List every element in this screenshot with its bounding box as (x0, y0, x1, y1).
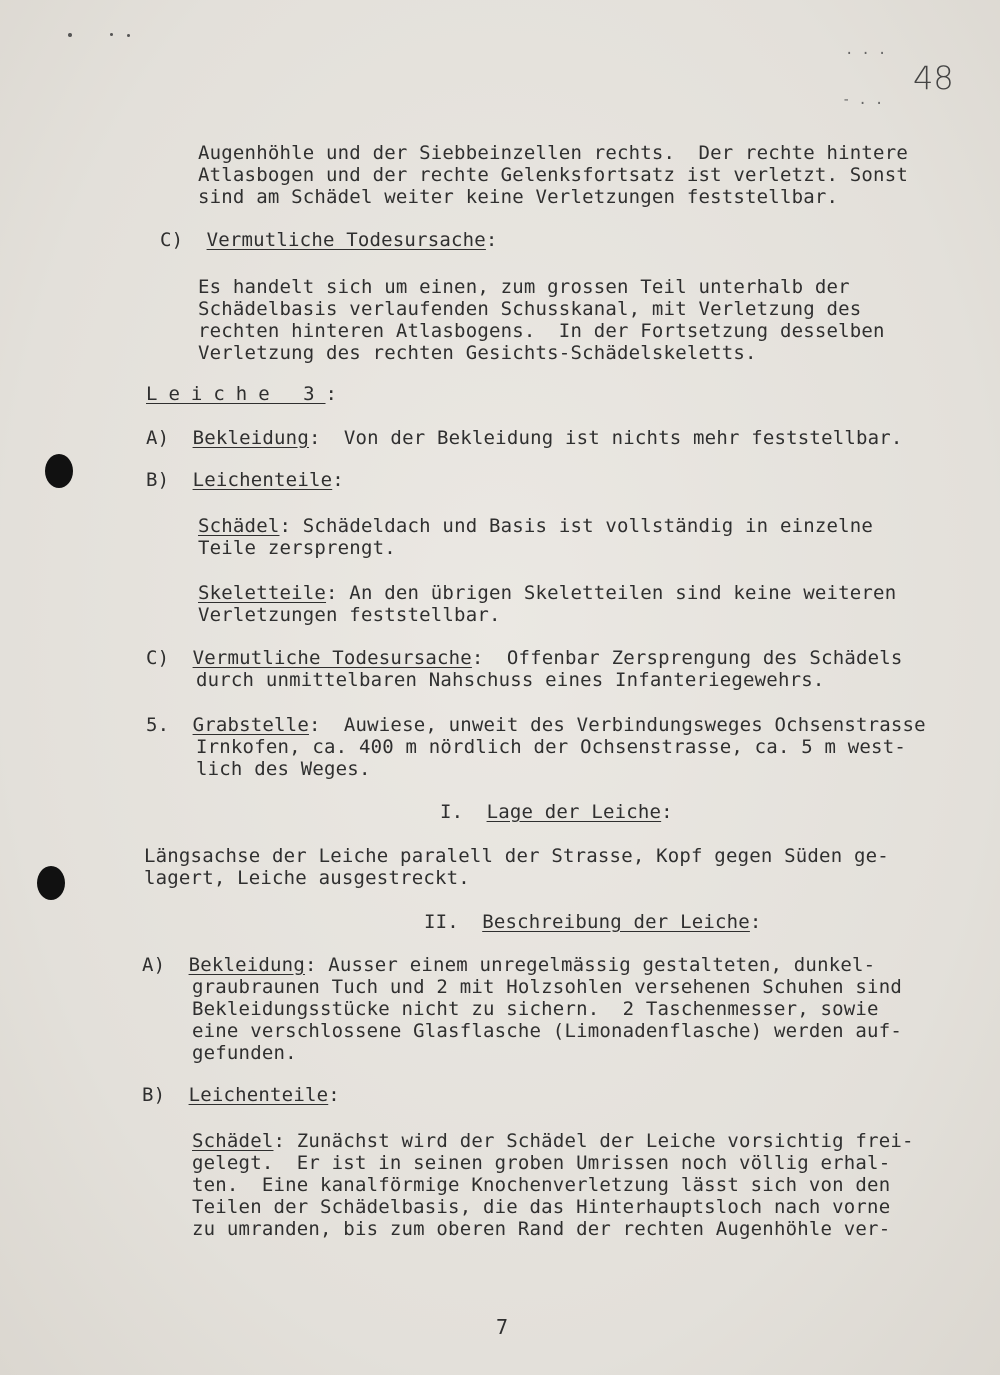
heading-colon: : (328, 1084, 340, 1106)
section-marker: B) (146, 469, 170, 491)
section-marker: 5. (146, 714, 170, 736)
beschreibung-heading (424, 912, 762, 933)
text-line: Längsachse der Leiche paralell der Strasse, Kopf gegen Süden ge- (144, 845, 889, 867)
section-a-bekleidung-2 (142, 955, 875, 976)
section-marker: A) (142, 954, 166, 976)
text-line: sind am Schädel weiter keine Verletzungen feststellbar. (198, 186, 839, 208)
section-marker: B) (142, 1084, 166, 1106)
section-c-todesursache (146, 648, 903, 669)
section-text: : Schädeldach und Basis ist vollständig in einzelne (279, 515, 874, 537)
section-b-leichenteile-2 (142, 1085, 340, 1106)
section-text: : An den übrigen Skeletteilen sind keine weiteren (326, 582, 897, 604)
text-line: Teile zersprengt. (198, 537, 396, 559)
section-title: Beschreibung der Leiche (482, 911, 750, 933)
section-b-leichenteile (146, 470, 344, 491)
paper-speck (68, 33, 72, 37)
subsection-title: Schädel (192, 1130, 274, 1152)
section-title: Leichenteile (192, 469, 333, 491)
heading-colon: : (332, 469, 344, 491)
text-line: Teilen der Schädelbasis, die das Hinterhauptsloch nach vorne (192, 1196, 891, 1218)
grabstelle-heading (146, 715, 926, 736)
punch-hole (45, 454, 73, 488)
section-text: : Zunächst wird der Schädel der Leiche vorsichtig frei- (273, 1130, 914, 1152)
lage-heading (440, 802, 673, 823)
heading-colon: : (749, 911, 762, 933)
text-line: Schädelbasis verlaufenden Schusskanal, mit Verletzung des (198, 298, 862, 320)
skeletteile-line (198, 583, 896, 604)
text-line: Verletzung des rechten Gesichts-Schädelskeletts. (198, 342, 757, 364)
section-title: Grabstelle (192, 714, 309, 736)
text-line: gelegt. Er ist in seinen groben Umrissen noch völlig erhal- (192, 1152, 891, 1174)
text-line: zu umranden, bis zum oberen Rand der rechten Augenhöhle ver- (192, 1218, 891, 1240)
subsection-title: Schädel (198, 515, 280, 537)
section-marker: C) (146, 647, 170, 669)
text-line: Bekleidungsstücke nicht zu sichern. 2 Taschenmesser, sowie (192, 998, 879, 1020)
text-line: ten. Eine kanalförmige Knochenverletzung lässt sich von den (192, 1174, 891, 1196)
section-title: Vermutliche Todesursache (206, 229, 486, 251)
section-marker: II. (424, 911, 459, 933)
page-number-bottom: 7 (496, 1315, 509, 1339)
text-line: durch unmittelbaren Nahschuss eines Infanteriegewehrs. (196, 669, 825, 691)
paper-speck: ... (845, 42, 895, 58)
section-title: Leiche 3 (146, 383, 326, 405)
text-line: Atlasbogen und der rechte Gelenksfortsatz ist verletzt. Sonst (198, 164, 908, 186)
text-line: eine verschlossene Glasflasche (Limonadenflasche) werden auf- (192, 1020, 902, 1042)
subsection-title: Skeletteile (198, 582, 327, 604)
schaedel-line-2 (192, 1131, 914, 1152)
section-a-bekleidung (146, 428, 903, 449)
section-marker: C) (160, 229, 184, 251)
section-marker: I. (440, 801, 464, 823)
section-text: : Von der Bekleidung ist nichts mehr feststellbar. (308, 427, 903, 449)
page-number-top: 48 (913, 59, 954, 97)
paper-speck (127, 34, 130, 37)
section-title: Bekleidung (192, 427, 309, 449)
leiche-3-heading (146, 384, 337, 405)
section-text: : Ausser einem unregelmässig gestalteten, dunkel- (304, 954, 876, 976)
text-line: gefunden. (192, 1042, 297, 1064)
schaedel-line (198, 516, 873, 537)
section-text: : Auwiese, unweit des Verbindungsweges Ochsenstrasse (308, 714, 926, 736)
paper-speck: -.. (842, 92, 892, 108)
text-line: Es handelt sich um einen, zum grossen Teil unterhalb der (198, 276, 850, 298)
text-line: lich des Weges. (196, 758, 371, 780)
heading-colon: : (661, 801, 673, 823)
text-line: Verletzungen feststellbar. (198, 604, 501, 626)
section-marker: A) (146, 427, 170, 449)
text-line: lagert, Leiche ausgestreckt. (144, 867, 470, 889)
section-text: : Offenbar Zersprengung des Schädels (471, 647, 903, 669)
punch-hole (37, 866, 65, 900)
section-title: Leichenteile (188, 1084, 329, 1106)
heading-colon: : (485, 229, 498, 251)
section-title: Bekleidung (188, 954, 305, 976)
text-line: Irnkofen, ca. 400 m nördlich der Ochsenstrasse, ca. 5 m west- (196, 736, 906, 758)
section-title: Lage der Leiche (486, 801, 662, 823)
text-line: rechten hinteren Atlasbogens. In der Fortsetzung desselben (198, 320, 885, 342)
section-title: Vermutliche Todesursache (192, 647, 472, 669)
text-line: graubraunen Tuch und 2 mit Holzsohlen versehenen Schuhen sind (192, 976, 902, 998)
heading-colon: : (325, 383, 338, 405)
text-line: Augenhöhle und der Siebbeinzellen rechts. Der rechte hintere (198, 142, 908, 164)
section-c-heading (160, 230, 498, 251)
paper-speck (110, 33, 113, 36)
